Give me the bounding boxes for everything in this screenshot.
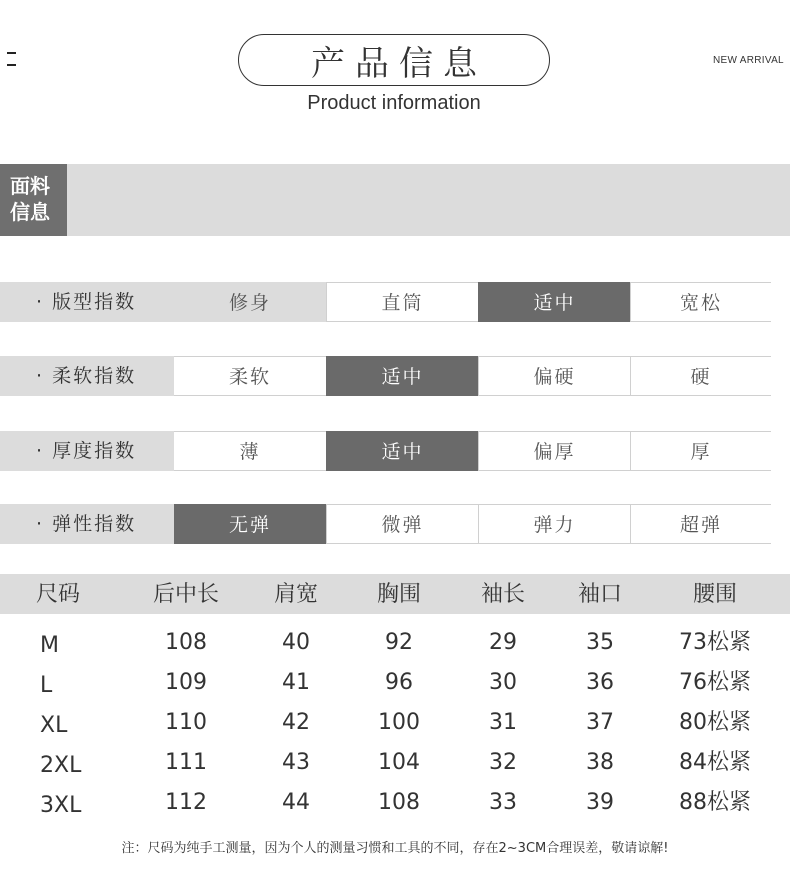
index-option: 修身 [174,282,326,322]
size-table-cell: 104 [378,750,420,775]
page-subtitle: Product information [307,92,481,114]
index-option: 超弹 [630,504,771,544]
size-table-cell: 39 [586,790,614,815]
index-option: 弹力 [478,504,630,544]
size-table-header-cell: 胸围 [376,582,421,607]
size-table-cell: 96 [385,670,413,695]
size-table-header-cell: 尺码 [35,582,80,607]
elasticity-index-row [0,504,771,544]
size-table-cell: 36 [586,670,614,695]
size-table-cell: 33 [489,790,517,815]
index-option: 微弹 [326,504,478,544]
fit-index-row [0,282,771,322]
size-table-cell: 42 [282,710,310,735]
size-table-header-cell: 袖口 [577,582,622,607]
size-table-cell: 37 [586,710,614,735]
size-table-cell: 84松紧 [679,750,751,775]
size-table-cell: 38 [586,750,614,775]
size-table-cell: 110 [165,710,207,735]
size-table-cell: 43 [282,750,310,775]
size-table-cell: 32 [489,750,517,775]
index-option: 薄 [174,431,326,471]
index-option-selected: 适中 [326,431,478,471]
size-table-cell: 108 [165,630,207,655]
new-arrival-badge: NEW ARRIVAL [713,55,784,66]
fabric-tag-line2: 信息 [10,200,50,224]
size-label-cell: 2XL [40,753,82,778]
size-table-cell: 73松紧 [679,630,751,655]
size-table-cell: 100 [378,710,420,735]
size-label-cell: 3XL [40,793,82,818]
index-option: 硬 [630,356,771,396]
size-table-cell: 92 [385,630,413,655]
size-table-header-cell: 后中长 [152,582,219,607]
size-table-cell: 29 [489,630,517,655]
fabric-info-band [0,164,790,236]
size-table-cell: 41 [282,670,310,695]
size-table-cell: 111 [165,750,207,775]
size-table-cell: 88松紧 [679,790,751,815]
index-option: 柔软 [174,356,326,396]
index-option: 直筒 [326,282,478,322]
size-label-cell: M [40,633,59,658]
index-label: · 厚度指数 [0,431,174,471]
index-option-selected: 适中 [478,282,630,322]
thickness-index-row [0,431,771,471]
index-option: 偏厚 [478,431,630,471]
index-option: 宽松 [630,282,771,322]
size-table-header-cell: 腰围 [692,582,737,607]
size-table-cell: 35 [586,630,614,655]
size-label-cell: XL [40,713,68,738]
size-table-cell: 108 [378,790,420,815]
fabric-tag-line1: 面料 [10,174,50,198]
index-label: · 版型指数 [0,282,174,322]
size-table-cell: 109 [165,670,207,695]
size-label-cell: L [40,673,53,698]
index-option-selected: 适中 [326,356,478,396]
fabric-info-tag [0,164,67,236]
corner-bracket-icon [7,52,16,66]
size-table-cell: 44 [282,790,310,815]
index-option-selected: 无弹 [174,504,326,544]
title-pill [238,34,550,86]
index-option: 厚 [630,431,771,471]
size-table-cell: 76松紧 [679,670,751,695]
softness-index-row [0,356,771,396]
index-option: 偏硬 [478,356,630,396]
index-label: · 柔软指数 [0,356,174,396]
size-table-header-cell: 袖长 [480,582,525,607]
size-table-cell: 31 [489,710,517,735]
size-table-cell: 80松紧 [679,710,751,735]
index-label: · 弹性指数 [0,504,174,544]
size-table-cell: 40 [282,630,310,655]
measurement-note: 注：尺码为纯手工测量，因为个人的测量习惯和工具的不同，存在2~3CM合理误差，敬请谅解! [121,841,669,856]
size-table-cell: 112 [165,790,207,815]
size-table-cell: 30 [489,670,517,695]
page-title: 产品信息 [311,43,487,84]
size-table-header-cell: 肩宽 [273,582,318,607]
